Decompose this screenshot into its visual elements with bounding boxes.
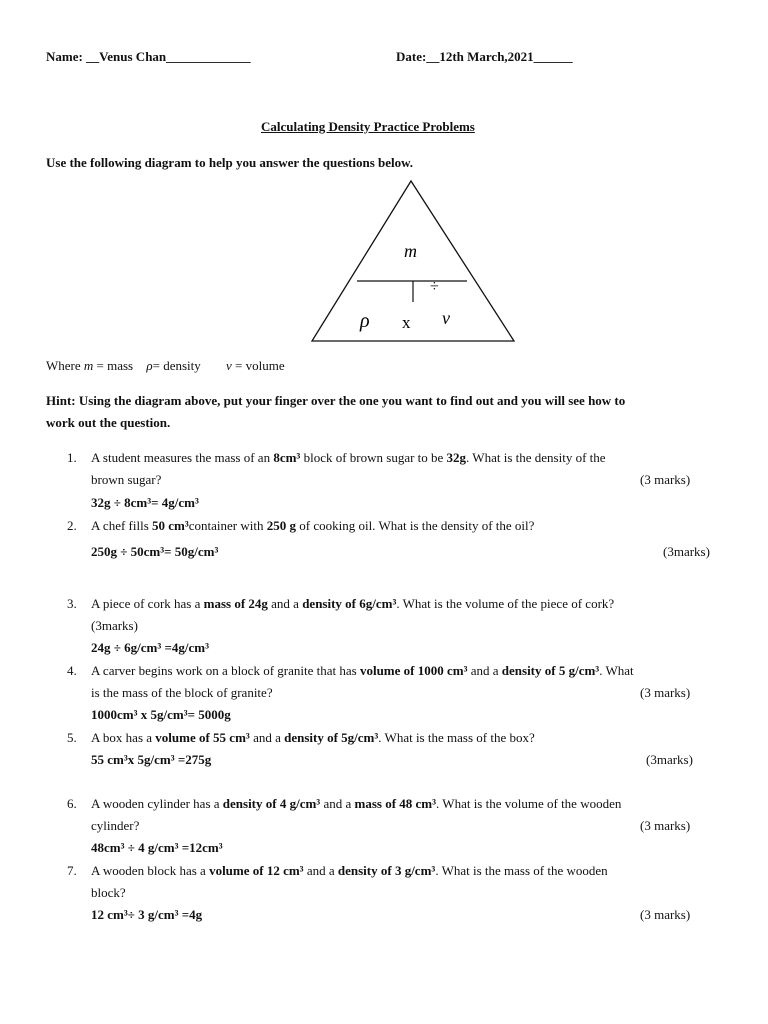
legend-rho: ρ: [146, 358, 153, 373]
volume-symbol: v: [442, 308, 450, 328]
question-text: A wooden cylinder has a density of 4 g/cm³ and a mass of 48 cm³. What is the volume of the wooden: [91, 796, 622, 811]
answer-text: 24g ÷ 6g/cm³ =4g/cm³: [91, 640, 210, 655]
marks-label: (3 marks): [640, 685, 691, 700]
instruction-text: Use the following diagram to help you answer the questions below.: [46, 155, 414, 170]
answer-text: 12 cm³÷ 3 g/cm³ =4g: [91, 907, 203, 922]
hint-line-2: work out the question.: [46, 415, 171, 430]
question-text: A chef fills 50 cm³container with 250 g of cooking oil. What is the density of the oil?: [91, 518, 535, 533]
question-text-line-2: brown sugar?: [91, 472, 162, 487]
question-number: 5.: [67, 730, 77, 745]
question-number: 4.: [67, 663, 77, 678]
legend-v: v: [226, 358, 232, 373]
legend-v-def: = volume: [231, 358, 285, 373]
question-text: A student measures the mass of an 8cm³ block of brown sugar to be 32g. What is the density of the: [91, 450, 606, 465]
date-field: Date:__12th March,2021______: [396, 49, 573, 64]
marks-label: (3marks): [646, 752, 693, 767]
triangle-outline: [312, 181, 514, 341]
legend-m: m: [83, 358, 94, 373]
marks-label: (3 marks): [640, 818, 691, 833]
question-text-line-2: is the mass of the block of granite?: [91, 685, 273, 700]
question-text-line-2: cylinder?: [91, 818, 140, 833]
question-number: 2.: [67, 518, 77, 533]
legend-where: Where: [46, 358, 81, 373]
answer-text: 250g ÷ 50cm³= 50g/cm³: [91, 544, 219, 559]
density-triangle-diagram: [300, 176, 525, 348]
question-text: A box has a volume of 55 cm³ and a density of 5g/cm³. What is the mass of the box?: [91, 730, 535, 745]
legend-rho-def: = density: [152, 358, 201, 373]
question-number: 1.: [67, 450, 77, 465]
legend-m-def: = mass: [93, 358, 134, 373]
marks-label: (3 marks): [640, 472, 691, 487]
question-number: 3.: [67, 596, 77, 611]
question-text: A wooden block has a volume of 12 cm³ and a density of 3 g/cm³. What is the mass of the wooden: [91, 863, 608, 878]
marks-label: (3marks): [91, 618, 138, 633]
name-field: Name: __Venus Chan_____________: [46, 49, 251, 64]
question-text: A piece of cork has a mass of 24g and a density of 6g/cm³. What is the volume of the piece of cork?: [91, 596, 615, 611]
question-number: 7.: [67, 863, 77, 878]
answer-text: 32g ÷ 8cm³= 4g/cm³: [91, 495, 199, 510]
question-text-line-2: block?: [91, 885, 126, 900]
symbol-legend: [46, 358, 285, 374]
page-title: Calculating Density Practice Problems: [261, 119, 475, 134]
marks-label: (3 marks): [640, 907, 691, 922]
mass-symbol: m: [404, 241, 417, 261]
question-number: 6.: [67, 796, 77, 811]
answer-text: 1000cm³ x 5g/cm³= 5000g: [91, 707, 231, 722]
density-symbol: ρ: [360, 310, 370, 332]
answer-text: 48cm³ ÷ 4 g/cm³ =12cm³: [91, 840, 223, 855]
answer-text: 55 cm³x 5g/cm³ =275g: [91, 752, 212, 767]
question-text: A carver begins work on a block of granite that has volume of 1000 cm³ and a density of 5 g/cm³. What: [91, 663, 634, 678]
hint-line-1: Hint: Using the diagram above, put your finger over the one you want to find out and you will see how to: [46, 393, 626, 408]
marks-label: (3marks): [663, 544, 710, 559]
times-symbol: x: [402, 313, 411, 332]
divide-symbol: ÷: [430, 278, 439, 295]
